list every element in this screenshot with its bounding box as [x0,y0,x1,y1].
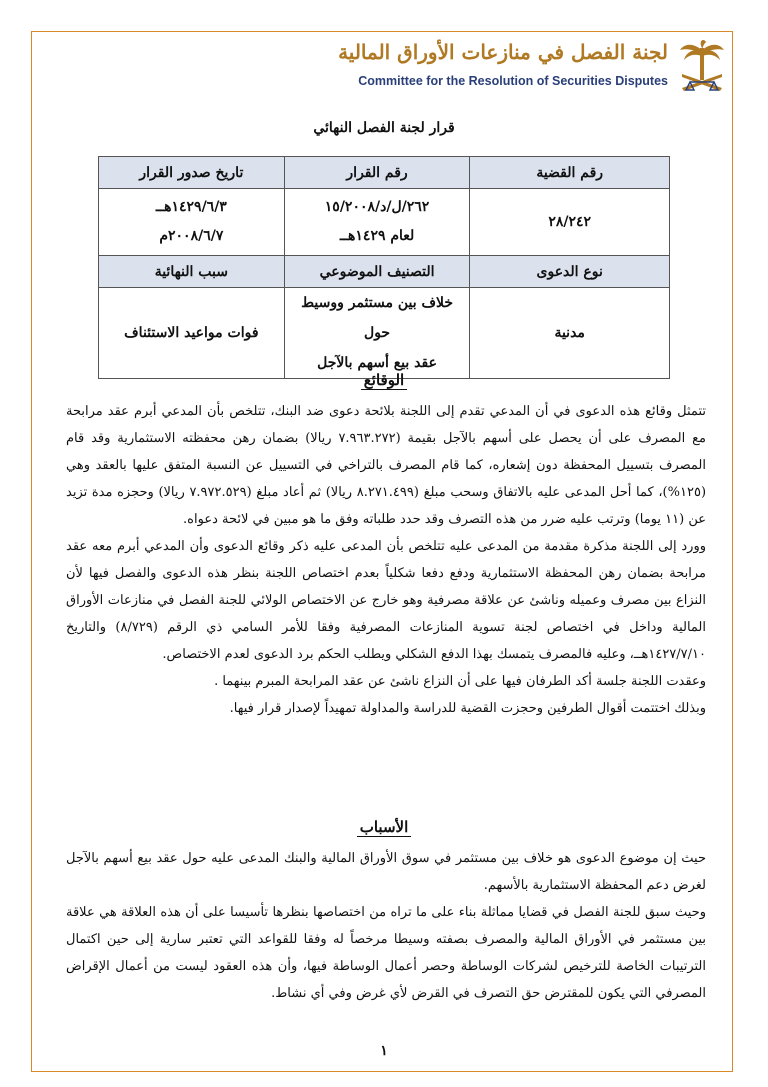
facts-section [66,398,706,722]
decision-date-gregorian: ٢٠٠٨/٦/٧م [159,228,224,244]
reasons-paragraph: حيث إن موضوع الدعوى هو خلاف بين مستثمر في سوق الأوراق المالية والبنك المدعى عليه حول عقد بيع أسهم بالآجل لغرض دعم المحفظة الاستثمارية بالأسهم. [66,851,706,893]
classification-line2: عقد بيع أسهم بالآجل [317,355,437,371]
facts-heading: الوقائع [0,371,768,389]
decision-info-table [98,156,670,379]
committee-title-arabic: لجنة الفصل في منازعات الأوراق المالية [338,40,668,64]
header-decision-date: تاريخ صدور القرار [99,157,285,189]
table-row [99,256,670,288]
classification-line1: خلاف بين مستثمر ووسيط حول [301,295,454,341]
header-finality-reason: سبب النهائية [99,256,285,288]
header-classification: التصنيف الموضوعي [284,256,470,288]
table-row [99,288,670,379]
header-case-type: نوع الدعوى [470,256,670,288]
decision-number-line2: لعام ١٤٢٩هــ [339,228,415,244]
header-decision-number: رقم القرار [284,157,470,189]
palm-swords-logo-icon [676,38,728,98]
decision-number-line1: ٢٦٢/ل/د/١٥/٢٠٠٨ [324,199,430,215]
facts-paragraph: تتمثل وقائع هذه الدعوى في أن المدعي تقدم إلى اللجنة بلائحة دعوى ضد البنك، تتلخص بأن المدعي أبرم عقد مرابحة مع المصرف على أن يحصل على أسهم بالآجل بقيمة (٧.٩٦٣.٢٧٢ ريالا) بضمان رهن محفظته الاستثمارية وقد قام المصرف بتسييل المحفظة دون إشعاره، كما قام المصرف بالتراخي في التسييل عن النسبة المتفق عليها بالعقد وهي (١٢٥%)، كما أحل المدعى عليه بالاتفاق وسحب مبلغ (٨.٢٧١.٤٩٩ ريالا) ثم أعاد مبلغ (٧.٩٧٢.٥٢٩ ريالا) وحجزه مدة تزيد عن (١١ يوما) وترتب عليه ضرر من هذه التصرف وقد حدد طلباته وفق ما هو مبين في لائحة دعواه. [66,404,707,527]
reasons-section [66,845,706,1007]
finality-reason-value: فوات مواعيد الاستئناف [99,288,285,379]
decision-headline: قرار لجنة الفصل النهائي [313,120,455,136]
decision-number-value [284,189,470,256]
page-number: ١ [380,1043,388,1059]
facts-paragraph: وورد إلى اللجنة مذكرة مقدمة من المدعى عليه تتلخص بأن المدعى عليه ذكر وقائع الدعوى وأن المدعي أبرم معه عقد مرابحة بضمان رهن المحفظة الاستثمارية ودفع دفعا شكلياً بعدم اختصاص اللجنة بنظر هذه الدعوى والفصل فيها لأن النزاع بين مصرف وعميله وناشئ عن علاقة مصرفية وهو خارج عن الاختصاص الولائي للجنة الفصل في منازعات الأوراق المالية وداخل في اختصاص لجنة تسوية المنازعات المصرفية وفقا للأمر السامي ذي الرقم (٨/٧٢٩) والتاريخ ١٤٢٧/٧/١٠هــ، وعليه فالمصرف يتمسك بهذا الدفع الشكلي ويطلب الحكم برد الدعوى لعدم الاختصاص. [66,539,707,662]
case-number-value: ٢٨/٢٤٢ [470,189,670,256]
reasons-heading: الأسباب [0,818,768,836]
facts-paragraph: وبذلك اختتمت أقوال الطرفين وحجزت القضية للدراسة والمداولة تمهيداً لإصدار قرار فيها. [229,701,706,716]
table-row [99,157,670,189]
header-case-number: رقم القضية [470,157,670,189]
classification-value [284,288,470,379]
decision-date-hijri: ١٤٢٩/٦/٣هــ [155,199,227,215]
facts-paragraph: وعقدت اللجنة جلسة أكد الطرفان فيها على أن النزاع ناشئ عن عقد المرابحة المبرم بينهما . [214,674,706,689]
case-type-value: مدنية [470,288,670,379]
committee-title-english: Committee for the Resolution of Securities Disputes [358,74,668,88]
reasons-paragraph: وحيث سبق للجنة الفصل في قضايا مماثلة بناء على ما تراه من اختصاصها بنظرها تأسيسا على أن هذه العلاقة هي علاقة بين مستثمر في الأوراق المالية والمصرف بصفته وسيطا مرخصاً له وفقا للقواعد التي تعتبر سارية إلى حين اكتمال الترتيبات الخاصة للترخيص لشركات الوساطة وحصر أعمال الوساطة فيها، وأن هذه العقود ليست من أعمال الإقراض المصرفي التي يكون للمقترض حق التصرف في القرض لأي غرض وفي أي نشاط. [66,905,706,1001]
decision-date-value [99,189,285,256]
letterhead [338,38,728,98]
table-row [99,189,670,256]
